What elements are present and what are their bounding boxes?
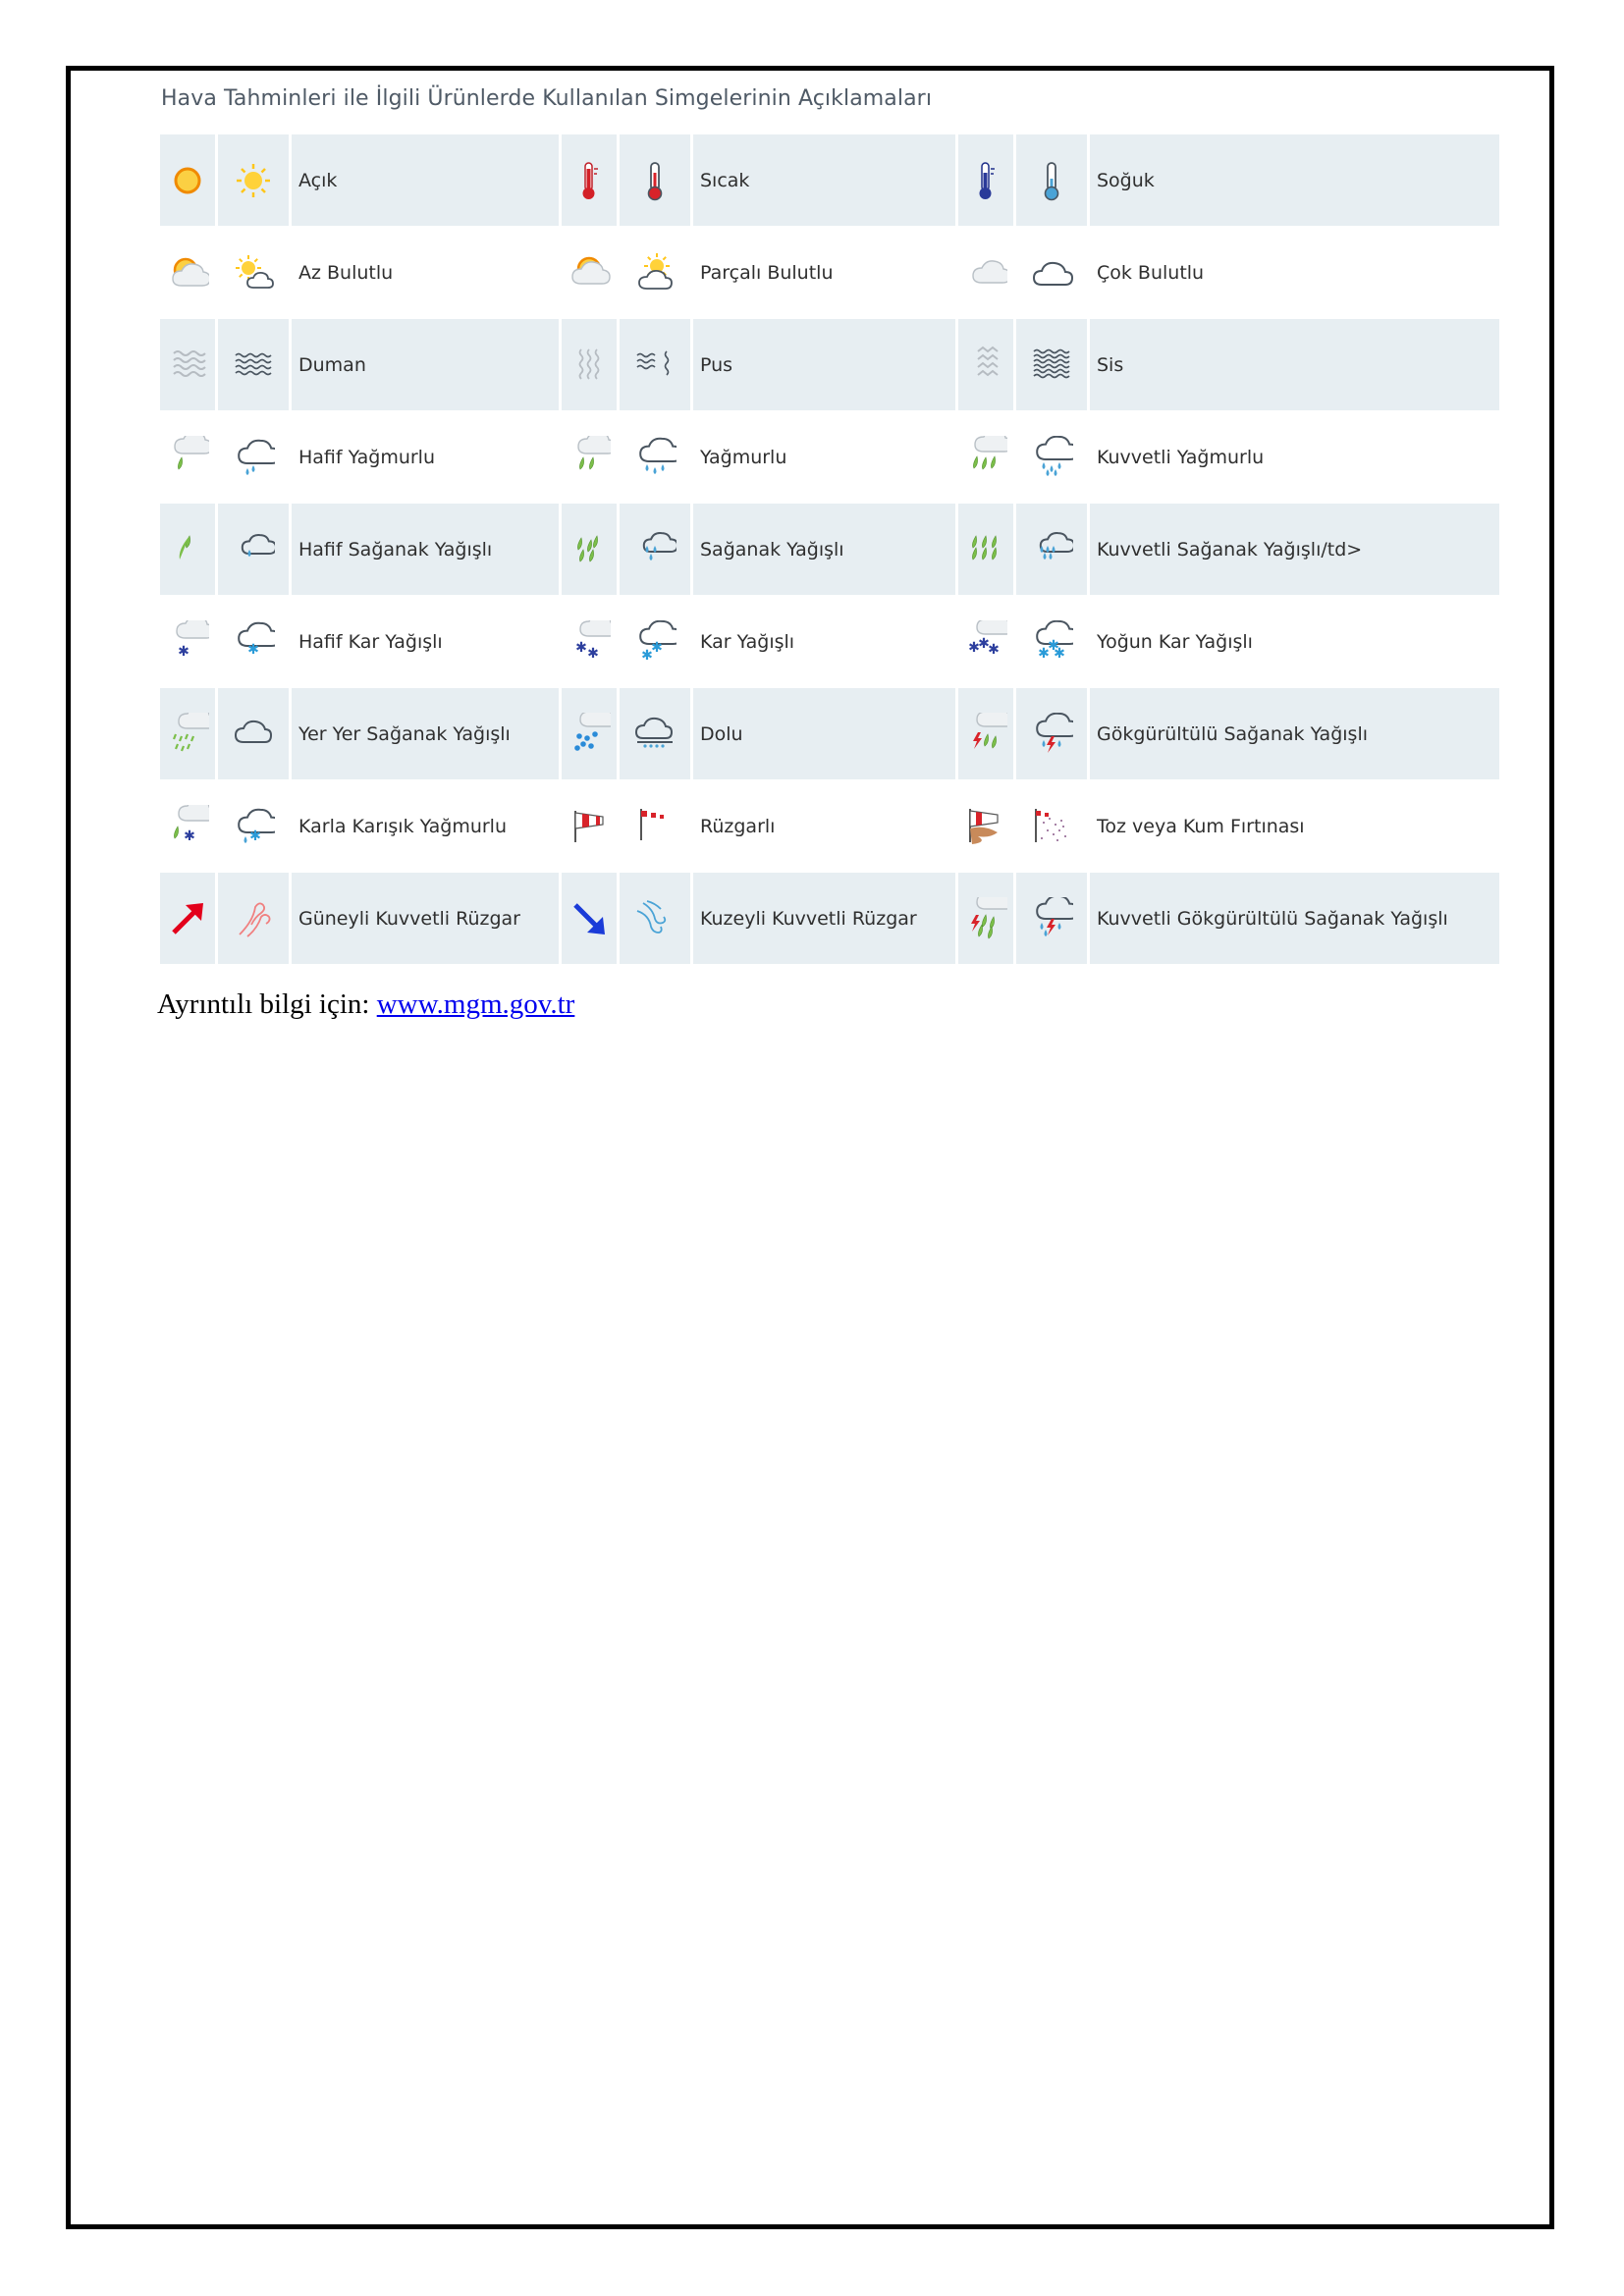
svg-text:✱: ✱ [247,641,259,658]
sleet-color-icon [166,805,209,848]
rain-color-icon [568,436,611,479]
line-symbol-cell [218,227,292,318]
legend-row [160,227,1496,318]
smoke-color-icon [166,344,209,387]
legend-row [160,780,1496,872]
light-rain-color-icon [166,436,209,479]
line-symbol-cell [218,688,292,779]
legend-entry [160,134,562,226]
legend-entry [160,411,562,503]
line-symbol-cell [1016,780,1090,872]
arrow-northerly-icon [568,897,611,940]
symbol-label: Sis [1090,319,1499,410]
line-symbol-cell [218,411,292,503]
symbol-label: Hafif Kar Yağışlı [292,596,562,687]
symbol-label: Karla Karışık Yağmurlu [292,780,562,872]
color-symbol-cell [562,411,620,503]
symbol-label: Sağanak Yağışlı [693,504,958,595]
color-symbol-cell [958,227,1016,318]
legend-entry [562,688,958,779]
color-symbol-cell [160,873,218,964]
legend-entry [160,596,562,687]
wind-north-line-icon [633,897,677,940]
legend-entry [160,780,562,872]
color-symbol-cell [562,504,620,595]
heavy-shower-color-icon [964,528,1007,571]
thermometer-hot-color-icon [568,159,611,202]
line-symbol-cell [620,227,693,318]
legend-row [160,688,1496,779]
legend-entry [562,319,958,410]
color-symbol-cell [160,688,218,779]
legend-entry [160,227,562,318]
line-symbol-cell [620,873,693,964]
legend-entry [160,319,562,410]
thermometer-hot-line-icon [633,159,677,202]
symbol-label: Hafif Sağanak Yağışlı [292,504,562,595]
color-symbol-cell [562,134,620,226]
symbol-label: Sıcak [693,134,958,226]
color-symbol-cell [562,873,620,964]
svg-text:✱: ✱ [178,643,189,660]
line-symbol-cell [1016,596,1090,687]
color-symbol-cell [160,780,218,872]
symbol-label: Yağmurlu [693,411,958,503]
color-symbol-cell [958,134,1016,226]
legend-entry [562,873,958,964]
symbol-label: Kuvvetli Sağanak Yağışlı/td> [1090,504,1499,595]
line-symbol-cell [1016,319,1090,410]
legend-entry [958,780,1499,872]
legend-entry [562,227,958,318]
light-shower-line-icon [232,528,275,571]
svg-text:✱: ✱ [1038,645,1050,662]
symbol-legend-table [160,134,1496,965]
symbol-label: Kuzeyli Kuvvetli Rüzgar [693,873,958,964]
haze-line-icon [633,344,677,387]
dust-storm-line-icon [1030,805,1073,848]
legend-entry [958,411,1499,503]
legend-entry [562,780,958,872]
color-symbol-cell [562,319,620,410]
cloud-color-icon [964,251,1007,294]
snow-color-icon [568,620,611,664]
scattered-shower-line-icon [232,713,275,756]
sun-line-icon [232,159,275,202]
heavy-snow-line-icon [1030,620,1073,664]
legend-entry [562,596,958,687]
legend-entry [562,504,958,595]
sun-cloud-line-icon [633,251,677,294]
symbol-label: Açık [292,134,562,226]
legend-entry [958,134,1499,226]
legend-entry [958,688,1499,779]
symbol-label: Duman [292,319,562,410]
page-title: Hava Tahminleri ile İlgili Ürünlerde Kullanılan Simgelerinin Açıklamaları [161,86,933,111]
color-symbol-cell [160,319,218,410]
line-symbol-cell [620,504,693,595]
line-symbol-cell [620,596,693,687]
arrow-southerly-icon [166,897,209,940]
smoke-line-icon [232,344,275,387]
color-symbol-cell [958,319,1016,410]
line-symbol-cell [218,596,292,687]
legend-entry [958,319,1499,410]
legend-row [160,596,1496,687]
line-symbol-cell [218,504,292,595]
line-symbol-cell [218,134,292,226]
fog-color-icon [964,344,1007,387]
color-symbol-cell [958,688,1016,779]
symbol-label: Soğuk [1090,134,1499,226]
line-symbol-cell [620,688,693,779]
line-symbol-cell [1016,411,1090,503]
shower-line-icon [633,528,677,571]
line-symbol-cell [620,411,693,503]
line-symbol-cell [1016,227,1090,318]
symbol-label: Rüzgarlı [693,780,958,872]
symbol-label: Güneyli Kuvvetli Rüzgar [292,873,562,964]
heavy-snow-color-icon [964,620,1007,664]
svg-text:✱: ✱ [968,639,980,656]
scattered-shower-color-icon [166,713,209,756]
svg-text:✱: ✱ [988,641,1000,658]
symbol-label: Hafif Yağmurlu [292,411,562,503]
svg-text:✱: ✱ [184,828,195,844]
color-symbol-cell [160,134,218,226]
hail-line-icon [633,713,677,756]
line-symbol-cell [620,319,693,410]
legend-entry [958,873,1499,964]
svg-text:✱: ✱ [641,647,653,664]
windsock-line-icon [633,805,677,848]
sun-color-icon [166,159,209,202]
hail-color-icon [568,713,611,756]
heavy-shower-line-icon [1030,528,1073,571]
light-snow-color-icon [166,620,209,664]
symbol-label: Kuvvetli Yağmurlu [1097,446,1265,468]
mgm-website-link[interactable]: www.mgm.gov.tr [376,988,575,1020]
legend-entry [160,504,562,595]
thunder-shower-color-icon [964,713,1007,756]
svg-text:✱: ✱ [575,639,587,656]
line-symbol-cell [1016,688,1090,779]
legend-entry [160,688,562,779]
line-symbol-cell [620,780,693,872]
legend-row [160,504,1496,595]
haze-color-icon [568,344,611,387]
color-symbol-cell [160,596,218,687]
color-symbol-cell [160,411,218,503]
thermometer-cold-line-icon [1030,159,1073,202]
color-symbol-cell [958,504,1016,595]
fog-line-icon [1030,344,1073,387]
legend-entry [562,411,958,503]
symbol-label: Kar Yağışlı [693,596,958,687]
light-shower-color-icon [166,528,209,571]
color-symbol-cell [562,780,620,872]
color-symbol-cell [160,227,218,318]
svg-text:✱: ✱ [1054,645,1065,662]
symbol-label: Toz veya Kum Fırtınası [1097,815,1305,837]
line-symbol-cell [218,873,292,964]
color-symbol-cell [160,504,218,595]
symbol-label: Pus [693,319,958,410]
legend-entry [562,134,958,226]
sun-small-cloud-color-icon [166,251,209,294]
snow-line-icon [633,620,677,664]
sleet-line-icon [232,805,275,848]
symbol-label: Gökgürültülü Sağanak Yağışlı [1090,688,1499,779]
svg-text:✱: ✱ [249,828,261,844]
symbol-label: Parçalı Bulutlu [693,227,958,318]
shower-color-icon [568,528,611,571]
svg-text:✱: ✱ [651,639,663,656]
legend-row [160,873,1496,964]
color-symbol-cell [562,688,620,779]
light-snow-line-icon [232,620,275,664]
svg-text:✱: ✱ [978,635,990,652]
symbol-label: Az Bulutlu [292,227,562,318]
sun-cloud-color-icon [568,251,611,294]
svg-text:✱: ✱ [587,645,599,662]
legend-entry [958,596,1499,687]
line-symbol-cell [218,780,292,872]
color-symbol-cell [958,596,1016,687]
line-symbol-cell [620,134,693,226]
cloud-line-icon [1030,251,1073,294]
symbol-label: Kuvvetli Gökgürültülü Sağanak Yağışlı [1090,873,1499,964]
legend-entry [160,873,562,964]
heavy-rain-color-icon [964,436,1007,479]
thermometer-cold-color-icon [964,159,1007,202]
line-symbol-cell [1016,504,1090,595]
legend-entry [958,504,1499,595]
heavy-thunder-shower-line-icon [1030,897,1073,940]
color-symbol-cell [562,596,620,687]
svg-text:✱: ✱ [1048,637,1059,654]
dust-storm-color-icon [964,805,1007,848]
legend-row [160,134,1496,226]
line-symbol-cell [1016,134,1090,226]
line-symbol-cell [218,319,292,410]
windsock-color-icon [568,805,611,848]
sun-small-cloud-line-icon [232,251,275,294]
rain-line-icon [633,436,677,479]
line-symbol-cell [1016,873,1090,964]
color-symbol-cell [562,227,620,318]
heavy-thunder-shower-color-icon [964,897,1007,940]
symbol-label: Yer Yer Sağanak Yağışlı [292,688,562,779]
thunder-shower-line-icon [1030,713,1073,756]
light-rain-line-icon [232,436,275,479]
footer-note [157,988,574,1021]
wind-south-line-icon [232,897,275,940]
legend-row [160,411,1496,503]
symbol-label: Dolu [693,688,958,779]
heavy-rain-line-icon [1030,436,1073,479]
color-symbol-cell [958,780,1016,872]
legend-entry [958,227,1499,318]
color-symbol-cell [958,873,1016,964]
footer-prefix: Ayrıntılı bilgi için: [157,988,377,1020]
legend-row [160,319,1496,410]
symbol-label: Çok Bulutlu [1097,261,1205,284]
symbol-label: Yoğun Kar Yağışlı [1097,630,1253,653]
color-symbol-cell [958,411,1016,503]
